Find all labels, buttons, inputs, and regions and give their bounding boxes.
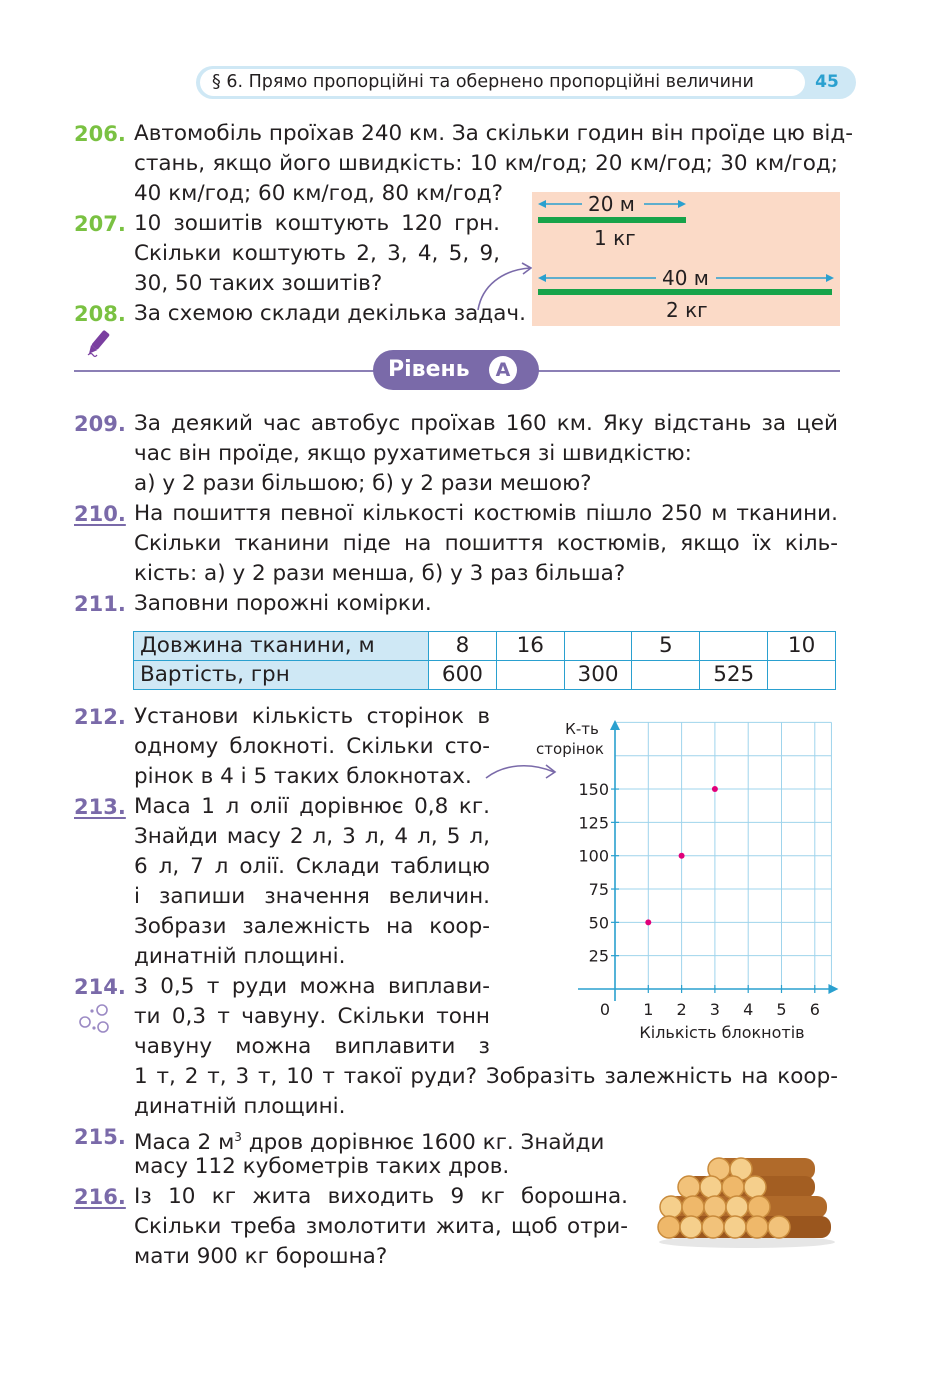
page-number: 45: [815, 72, 839, 92]
scheme-length-40: 40 м: [662, 266, 709, 290]
table-cell: [496, 661, 564, 690]
x-tick-label: 3: [709, 1000, 720, 1019]
problem-213-line-5: Зобрази залежність на коор-: [134, 914, 490, 939]
scheme-length-20: 20 м: [588, 192, 635, 216]
x-tick-label: 2: [676, 1000, 687, 1019]
data-point: [679, 853, 685, 859]
problem-206-line-3: 40 км/год; 60 км/год, 80 км/год?: [134, 181, 504, 206]
problem-215-line-2: масу 112 кубометрів таких дров.: [134, 1154, 510, 1179]
firewood-image: [655, 1150, 839, 1250]
problem-number-211: 211.: [74, 592, 126, 616]
y-tick-label: 25: [588, 946, 609, 966]
problem-213-line-6: динатній площині.: [134, 944, 346, 969]
table-cell: 16: [496, 632, 564, 661]
problem-number-208: 208.: [74, 302, 126, 326]
problem-number-213: 213.: [74, 795, 126, 819]
table-cell: 600: [429, 661, 497, 690]
problem-216-line-1: Із 10 кг жита виходить 9 кг борошна.: [134, 1184, 628, 1209]
table-row: [134, 661, 836, 690]
scheme-mass-1: 1 кг: [594, 226, 636, 250]
problem-number-209: 209.: [74, 412, 126, 436]
chart-ylabel-line-1: К-ть: [565, 720, 599, 738]
values-table: [133, 631, 836, 690]
y-tick-label: 75: [588, 880, 609, 900]
table-cell: [632, 661, 700, 690]
problem-207-line-1: 10 зошитів коштують 120 грн.: [134, 211, 500, 236]
y-tick-label: 50: [588, 913, 609, 933]
level-letter: A: [489, 356, 517, 384]
problem-215-text-b: дров дорівнює 1600 кг. Знайди: [241, 1130, 605, 1156]
scheme-box: [532, 192, 840, 326]
x-tick-label: 0: [599, 1000, 611, 1019]
problem-212-line-2: одному блокноті. Скільки сто-: [134, 734, 490, 759]
pages-chart: [530, 712, 842, 1052]
table-cell: 300: [564, 661, 632, 690]
group-work-icon: [78, 1002, 112, 1034]
chart-axes: [578, 720, 838, 1001]
problem-214-line-2: ти 0,3 т чавуну. Скільки тонн: [134, 1004, 490, 1029]
problem-216-line-3: мати 900 кг борошна?: [134, 1244, 388, 1269]
table-cell: [768, 661, 836, 690]
problem-209-line-1: За деякий час автобус проїхав 160 км. Яку відстань за цей: [134, 411, 838, 436]
problem-number-206: 206.: [74, 122, 126, 146]
x-tick-label: 4: [743, 1000, 754, 1019]
data-point: [712, 786, 718, 792]
table-cell: 8: [429, 632, 497, 661]
y-tick-label: 150: [578, 780, 609, 800]
data-point: [645, 919, 651, 925]
problem-213-line-1: Маса 1 л олії дорівнює 0,8 кг.: [134, 794, 490, 819]
y-tick-label: 125: [578, 813, 609, 833]
problem-211-line-1: Заповни порожні комірки.: [134, 591, 432, 616]
problem-210-line-2: Скільки тканини піде на пошиття костюмів, якщо їх кіль-: [134, 531, 838, 556]
problem-206-line-2: стань, якщо його швидкість: 10 км/год; 20 км/год; 30 км/год;: [134, 151, 838, 176]
problem-213-line-3: 6 л, 7 л олії. Склади таблицю: [134, 854, 490, 879]
pen-icon: [82, 327, 114, 361]
problem-207-line-2: Скільки коштують 2, 3, 4, 5, 9,: [134, 241, 500, 266]
problem-209-line-2: час він проїде, якщо рухатиметься зі швидкістю:: [134, 441, 692, 466]
problem-213-line-4: і запиши значення величин.: [134, 884, 490, 909]
table-row-header: Довжина тканини, м: [134, 632, 429, 661]
problem-214-line-3: чавуну можна виплавити з: [134, 1034, 490, 1059]
level-label: Рівень: [388, 357, 470, 382]
table-cell: 10: [768, 632, 836, 661]
chart-xlabel: Кількість блокнотів: [639, 1023, 805, 1042]
problem-208-line-1: За схемою склади декілька задач.: [134, 301, 526, 326]
problem-206-line-1: Автомобіль проїхав 240 км. За скільки годин він проїде цю від-: [134, 121, 853, 146]
problem-number-207: 207.: [74, 212, 126, 236]
problem-number-212: 212.: [74, 705, 126, 729]
problem-214-line-1: З 0,5 т руди можна виплави-: [134, 974, 490, 999]
problem-214-line-4: 1 т, 2 т, 3 т, 10 т такої руди? Зобразіть залежність на коор-: [134, 1064, 838, 1089]
problem-214-line-5: динатній площині.: [134, 1094, 346, 1119]
problem-number-210: 210.: [74, 502, 126, 526]
table-cell: [700, 632, 768, 661]
y-axis-arrow: [610, 720, 620, 730]
problem-215-text-a: Маса 2 м: [134, 1130, 235, 1156]
table-cell: [564, 632, 632, 661]
problem-210-line-3: кість: а) у 2 рази менша, б) у 3 раз більша?: [134, 561, 626, 586]
x-tick-label: 1: [643, 1000, 654, 1019]
table-cell: 5: [632, 632, 700, 661]
problem-number-214: 214.: [74, 975, 126, 999]
table-cell: 525: [700, 661, 768, 690]
x-tick-label: 5: [776, 1000, 787, 1019]
pointer-arrow: [470, 258, 536, 314]
chart-ylabel-line-2: сторінок: [536, 740, 604, 758]
problem-207-line-3: 30, 50 таких зошитів?: [134, 271, 383, 296]
problem-number-216: 216.: [74, 1185, 126, 1209]
problem-216-line-2: Скільки треба змолотити жита, щоб отри-: [134, 1214, 628, 1239]
scheme-mass-2: 2 кг: [666, 298, 708, 322]
x-tick-label: 6: [809, 1000, 820, 1019]
problem-215-superscript: 3: [234, 1130, 242, 1144]
section-title: § 6. Прямо пропорційні та обернено пропорційні величини: [200, 69, 805, 96]
problem-213-line-2: Знайди масу 2 л, 3 л, 4 л, 5 л,: [134, 824, 490, 849]
x-axis-arrow: [828, 984, 838, 994]
problem-210-line-1: На пошиття певної кількості костюмів пішло 250 м тканини.: [134, 501, 838, 526]
problem-212-line-3: рінок в 4 і 5 таких блокнотах.: [134, 764, 472, 789]
table-row: [134, 632, 836, 661]
problem-209-line-3: а) у 2 рази більшою; б) у 2 рази мешою?: [134, 471, 592, 496]
problem-212-line-1: Установи кількість сторінок в: [134, 704, 490, 729]
table-row-header: Вартість, грн: [134, 661, 429, 690]
y-tick-label: 100: [578, 846, 609, 866]
chart-grid: [615, 722, 831, 989]
problem-number-215: 215.: [74, 1125, 126, 1149]
